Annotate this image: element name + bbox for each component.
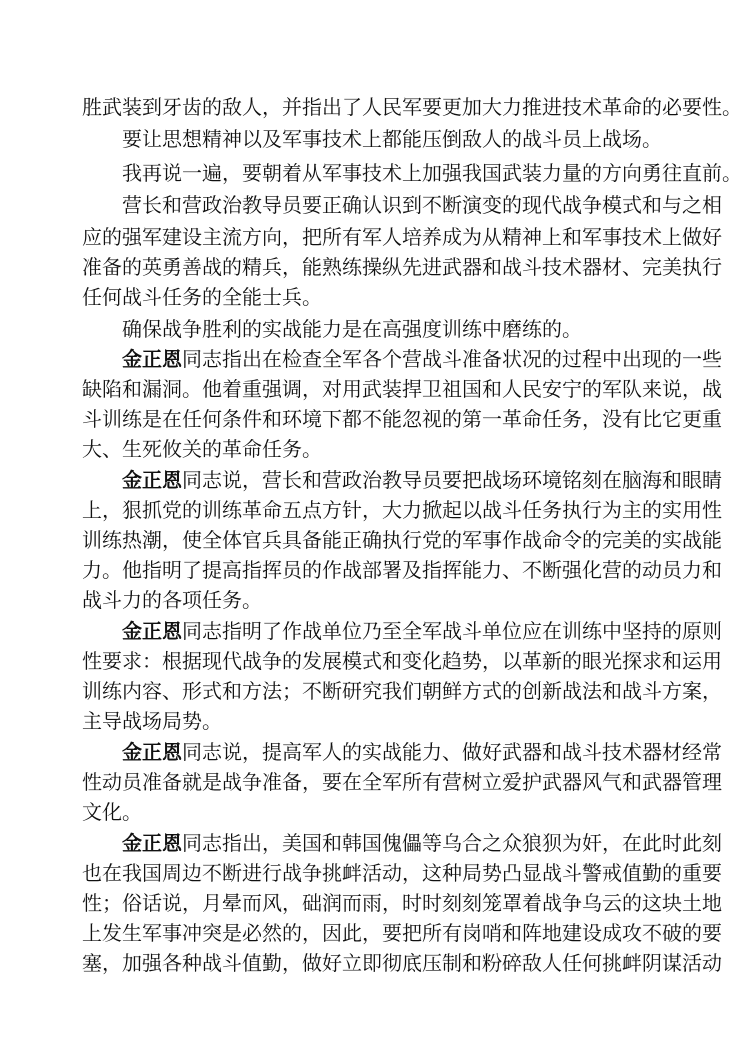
text-line: 上，狠抓党的训练革命五点方针，大力掀起以战斗任务执行为主的实用性 <box>82 498 722 522</box>
text-line: 文化。 <box>82 800 142 824</box>
text-line: 性；俗话说，月晕而风，础润而雨，时时刻刻笼罩着战争乌云的这块土地 <box>82 891 722 915</box>
text-line: 也在我国周边不断进行战争挑衅活动，这种局势凸显战斗警戒值勤的重要 <box>82 861 722 885</box>
text-line: 同志说，提高军人的实战能力、做好武器和战斗技术器材经常 <box>182 740 722 764</box>
text-line: 力。他指明了提高指挥员的作战部署及指挥能力、不断强化营的动员力和 <box>82 558 722 582</box>
paragraph-line <box>122 828 747 858</box>
paragraph-line <box>122 616 747 646</box>
text-line: 确保战争胜利的实战能力是在高强度训练中磨练的。 <box>122 317 582 341</box>
text-line: 斗训练是在任何条件和环境下都不能忽视的第一革命任务，没有比它更重 <box>82 407 722 431</box>
text-line: 性动员准备就是战争准备，要在全军所有营树立爱护武器风气和武器管理 <box>82 770 722 794</box>
text-line: 同志指明了作战单位乃至全军战斗单位应在训练中坚持的原则 <box>182 619 722 643</box>
text-line: 性要求：根据现代战争的发展模式和变化趋势，以革新的眼光探求和运用 <box>82 649 722 673</box>
text-line: 营长和营政治教导员要正确认识到不断演变的现代战争模式和与之相 <box>122 193 722 217</box>
text-line: 我再说一遍，要朝着从军事技术上加强我国武装力量的方向勇往直前。 <box>122 161 742 185</box>
text-line: 任何战斗任务的全能士兵。 <box>82 285 322 309</box>
paragraph-line <box>122 737 747 767</box>
text-line: 训练热潮，使全体官兵具备能正确执行党的军事作战命令的完美的实战能 <box>82 528 722 552</box>
paragraph-line <box>122 344 747 374</box>
person-name: 金正恩 <box>122 740 182 764</box>
text-line: 战斗力的各项任务。 <box>82 588 262 612</box>
person-name: 金正恩 <box>122 347 182 371</box>
text-line: 主导战场局势。 <box>82 709 222 733</box>
text-line: 要让思想精神以及军事技术上都能压倒敌人的战斗员上战场。 <box>122 127 662 151</box>
text-line: 同志说，营长和营政治教导员要把战场环境铭刻在脑海和眼睛 <box>182 468 722 492</box>
text-line: 胜武装到牙齿的敌人，并指出了人民军要更加大力推进技术革命的必要性。 <box>82 95 742 119</box>
person-name: 金正恩 <box>122 619 182 643</box>
text-line: 上发生军事冲突是必然的，因此，要把所有岗哨和阵地建设成攻不破的要 <box>82 921 722 945</box>
text-line: 应的强军建设主流方向，把所有军人培养成为从精神上和军事技术上做好 <box>82 225 722 249</box>
text-line: 同志指出在检查全军各个营战斗准备状况的过程中出现的一些 <box>182 347 722 371</box>
person-name: 金正恩 <box>122 468 182 492</box>
text-line: 准备的英勇善战的精兵，能熟练操纵先进武器和战斗技术器材、完美执行 <box>82 255 722 279</box>
person-name: 金正恩 <box>122 831 182 855</box>
text-line: 训练内容、形式和方法；不断研究我们朝鲜方式的创新战法和战斗方案， <box>82 679 722 703</box>
text-line: 大、生死攸关的革命任务。 <box>82 437 322 461</box>
paragraph-line <box>122 465 747 495</box>
text-line: 塞，加强各种战斗值勤，做好立即彻底压制和粉碎敌人任何挑衅阴谋活动 <box>82 951 722 975</box>
text-line: 同志指出，美国和韩国傀儡等乌合之众狼狈为奸，在此时此刻 <box>182 831 722 855</box>
text-line: 缺陷和漏洞。他着重强调，对用武装捍卫祖国和人民安宁的军队来说，战 <box>82 377 722 401</box>
